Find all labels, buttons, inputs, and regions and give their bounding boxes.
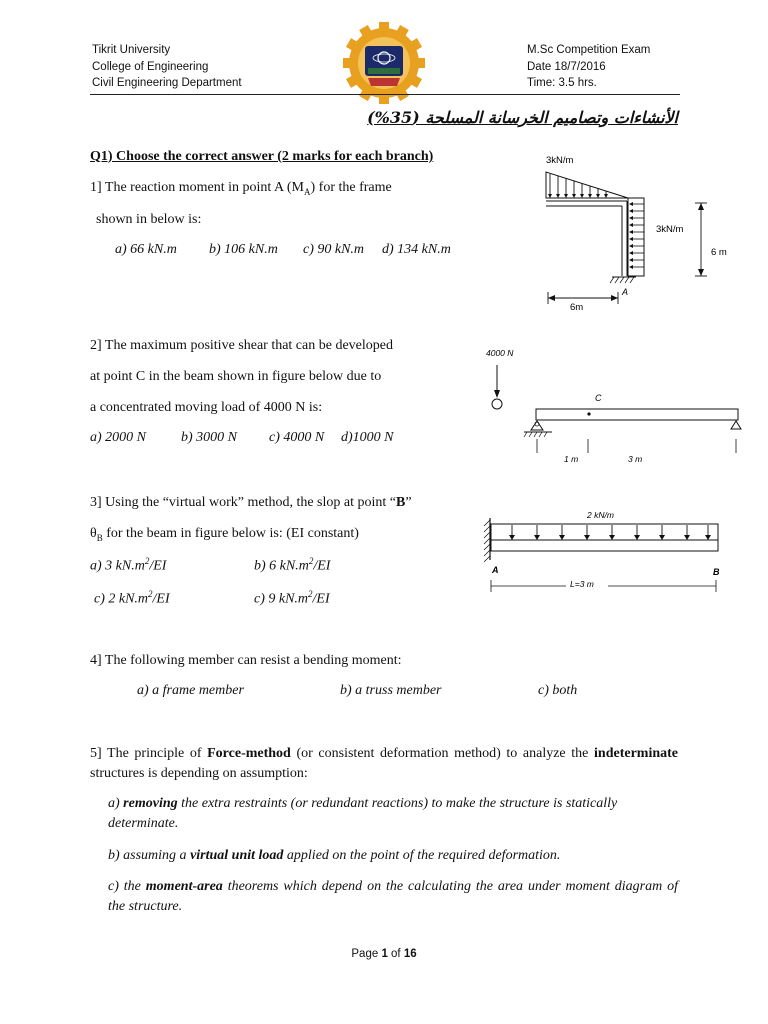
department-name: Civil Engineering Department <box>92 77 242 89</box>
fig1-support-label: A <box>622 287 629 297</box>
item3-text-d: for the beam in figure below is: (EI constant) <box>102 526 359 541</box>
item3-option-c[interactable] <box>94 589 170 608</box>
item5-option-b-keyword: virtual unit load <box>190 848 284 863</box>
item3-option-b-tail: /EI <box>313 558 331 574</box>
item3-text-c: ” <box>405 495 412 510</box>
item5-force-method: Force-method <box>207 746 291 761</box>
item5-stem <box>90 744 678 784</box>
item5-option-b-prefix: b) assuming a <box>108 848 191 863</box>
item1-text-b: ) for the frame <box>310 180 392 195</box>
figure-moving-load-beam <box>480 342 750 467</box>
fig3-span-label: L=3 m <box>570 579 594 589</box>
item1-option-d[interactable]: d) 134 kN.m <box>382 242 451 257</box>
fig2-dim2-label: 3 m <box>628 454 643 464</box>
item2-line3: a concentrated moving load of 4000 N is: <box>90 400 323 415</box>
item1-line2: shown in below is: <box>96 212 202 227</box>
item2-line1: 2] The maximum positive shear that can be developed <box>90 338 393 353</box>
item3-point-b: B <box>396 495 406 510</box>
figure-cantilever <box>480 502 740 602</box>
item1-option-a[interactable]: a) 66 kN.m <box>115 242 177 257</box>
item5-option-c-text: theorems which depend on the calculating the area under moment diagram of the structure. <box>108 879 678 914</box>
footer-pre: Page <box>351 948 382 960</box>
item3-option-b[interactable] <box>254 556 330 575</box>
item5-option-a-text: the extra restraints (or redundant reactions) to make the structure is statically determinate. <box>108 796 618 831</box>
item5-indeterminate: indeterminate <box>594 746 678 761</box>
item3-option-d[interactable] <box>254 589 330 608</box>
item5-text-a: 5] The principle of <box>90 746 208 761</box>
fig1-load-side-label: 3kN/m <box>656 224 684 235</box>
college-name: College of Engineering <box>92 60 209 73</box>
header-right <box>527 42 650 92</box>
item2-option-a[interactable]: a) 2000 N <box>90 430 146 445</box>
exam-time: Time: 3.5 hrs. <box>527 77 597 89</box>
item3-option-d-tail: /EI <box>312 591 330 607</box>
fig3-right-label: B <box>713 567 720 577</box>
exam-title: M.Sc Competition Exam <box>527 44 651 56</box>
item3-option-c-tail: /EI <box>152 591 170 607</box>
item5-option-a-prefix: a) <box>108 796 124 811</box>
footer-page-total: 16 <box>403 948 417 960</box>
item3-option-a-text: a) 3 kN.m <box>90 558 145 574</box>
item3-option-c-sup: 2 <box>148 589 153 599</box>
item5-option-a-keyword: removing <box>123 796 178 811</box>
footer-page-number: 1 <box>381 948 388 960</box>
item3-option-b-text: b) 6 kN.m <box>254 558 309 574</box>
item4-option-b[interactable]: b) a truss member <box>340 683 442 698</box>
item1-line1 <box>90 179 392 201</box>
item3-option-a-sup: 2 <box>144 556 150 566</box>
fig2-dim1-label: 1 m <box>564 454 579 464</box>
subject-title: الأنشاءات وتصاميم الخرسانة المسلحة (35%) <box>367 108 678 127</box>
item3-option-b-sup: 2 <box>308 556 314 566</box>
item2-line2: at point C in the beam shown in figure below due to <box>90 369 382 384</box>
item2-option-d[interactable]: d)1000 N <box>341 430 394 445</box>
item5-option-c-prefix: c) the <box>108 879 146 894</box>
item4-line: 4] The following member can resist a bending moment: <box>90 653 402 668</box>
item4-option-c[interactable]: c) both <box>538 683 578 698</box>
item3-option-a[interactable] <box>90 556 166 575</box>
fig1-span-label: 6m <box>570 302 584 313</box>
item3-theta-sub: B <box>96 532 103 543</box>
item5-text-e: structures is depending on assumption: <box>90 766 308 781</box>
item3-option-c-text: c) 2 kN.m <box>94 591 149 607</box>
fig3-load-label: 2 kN/m <box>587 510 614 520</box>
item4-option-a[interactable]: a) a frame member <box>137 683 244 698</box>
item3-text-a: 3] Using the “virtual work” method, the slop at point “ <box>90 495 396 510</box>
item1-option-b[interactable]: b) 106 kN.m <box>209 242 278 257</box>
item5-option-b-text: applied on the point of the required deformation. <box>283 848 561 863</box>
item5-option-c-keyword: moment-area <box>145 879 223 894</box>
item2-option-c[interactable]: c) 4000 N <box>269 430 325 445</box>
header-rule <box>90 94 680 95</box>
footer-mid: of <box>387 948 404 960</box>
university-name: Tikrit University <box>92 44 171 56</box>
item1-text-a: 1] The reaction moment in point A (M <box>90 180 304 195</box>
item3-line2 <box>90 525 359 547</box>
q1-heading: Q1) Choose the correct answer (2 marks for each branch) <box>90 149 434 164</box>
exam-date: Date 18/7/2016 <box>527 60 606 73</box>
item5-option-c[interactable] <box>108 877 678 917</box>
item3-theta: θ <box>90 526 97 541</box>
figure-frame <box>520 150 740 320</box>
fig2-point-label: C <box>595 393 602 403</box>
item1-sub: A <box>304 186 311 197</box>
header-left <box>92 42 242 92</box>
fig2-load-label: 4000 N <box>486 348 514 358</box>
item3-option-d-text: c) 9 kN.m <box>254 591 309 607</box>
item3-option-d-sup: 2 <box>308 589 313 599</box>
item3-line1 <box>90 494 412 512</box>
item3-option-a-tail: /EI <box>149 558 167 574</box>
fig3-left-label: A <box>492 565 499 575</box>
item5-option-b[interactable] <box>108 846 678 866</box>
item1-option-c[interactable]: c) 90 kN.m <box>303 242 365 257</box>
item2-option-b[interactable]: b) 3000 N <box>181 430 237 445</box>
item5-text-c: (or consistent deformation method) to analyze the <box>290 746 595 761</box>
fig1-height-label: 6 m <box>711 247 727 258</box>
item5-option-a[interactable] <box>108 794 678 834</box>
page-footer <box>0 948 768 960</box>
fig1-load-top-label: 3kN/m <box>546 155 574 166</box>
